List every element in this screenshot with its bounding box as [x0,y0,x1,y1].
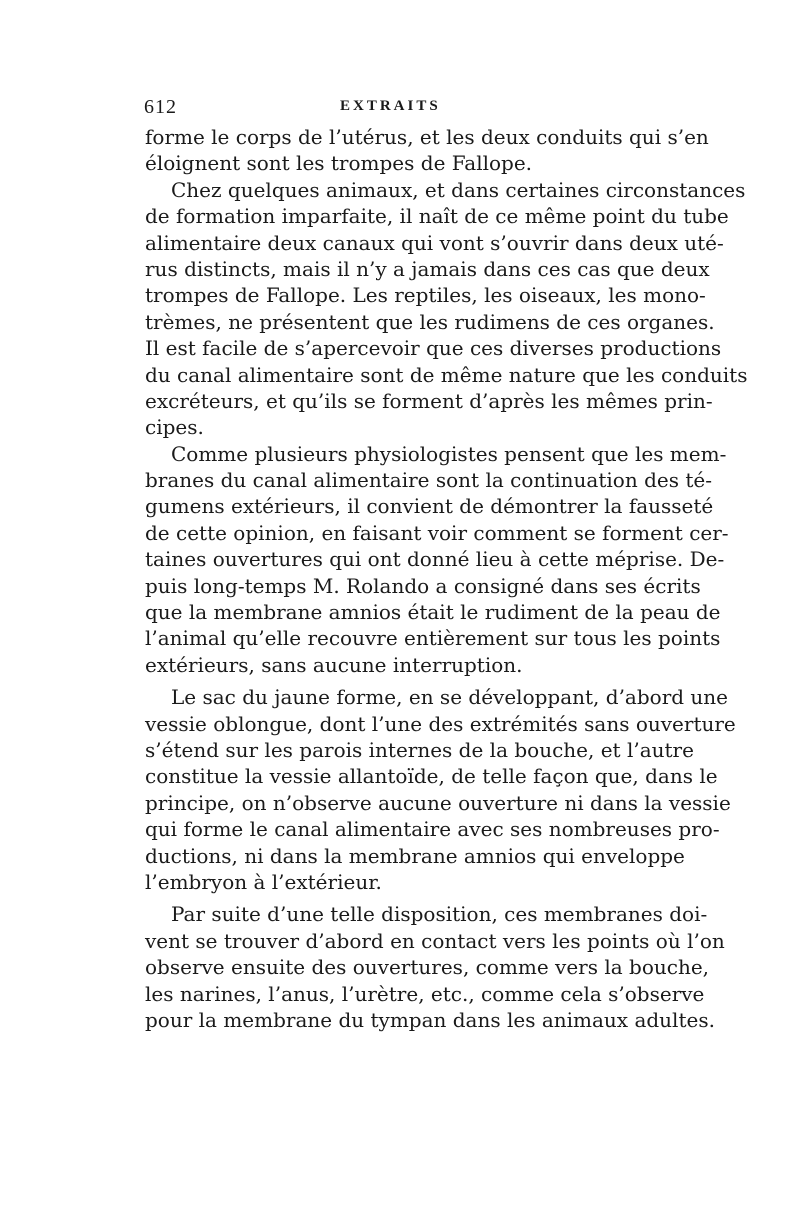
text-line: constitue la vessie allantoïde, de telle façon que, dans le [145,764,718,789]
text-line: trompes de Fallope. Les reptiles, les oiseaux, les mono- [145,283,706,308]
text-line: Comme plusieurs physiologistes pensent que les mem- [171,441,727,466]
text-line: qui forme le canal alimentaire avec ses nombreuses pro- [145,817,720,842]
text-line: du canal alimentaire sont de même nature que les conduits [145,362,748,387]
text-line: Le sac du jaune forme, en se développant, d’abord une [171,685,729,710]
text-line: que la membrane amnios était le rudiment de la peau de [145,600,721,625]
text-line: alimentaire deux canaux qui vont s’ouvrir dans deux uté- [145,230,724,255]
text-line: vent se trouver d’abord en contact vers les points où l’on [145,928,725,953]
text-line: extérieurs, sans aucune interruption. [145,652,523,677]
body-text [145,124,748,1033]
text-line: l’embryon à l’extérieur. [145,869,382,894]
text-line: vessie oblongue, dont l’une des extrémités sans ouverture [145,711,736,736]
running-head: EXTRAITS [340,98,441,114]
text-line: Par suite d’une telle disposition, ces membranes doi- [171,902,708,927]
text-line: l’animal qu’elle recouvre entièrement sur tous les points [145,626,721,651]
text-line: excréteurs, et qu’ils se forment d’après les mêmes prin- [145,388,713,413]
text-line: rus distincts, mais il n’y a jamais dans ces cas que deux [145,256,710,281]
text-line: taines ouvertures qui ont donné lieu à cette méprise. De- [145,547,725,572]
text-line: trèmes, ne présentent que les rudimens de ces organes. [145,309,715,334]
text-line: s’étend sur les parois internes de la bouche, et l’autre [145,737,694,762]
text-line: forme le corps de l’utérus, et les deux conduits qui s’en [145,125,709,149]
text-line: pour la membrane du tympan dans les animaux adultes. [145,1007,715,1032]
page-header [140,96,660,120]
text-line: éloignent sont les trompes de Fallope. [145,151,533,176]
text-line: observe ensuite des ouvertures, comme vers la bouche, [145,955,710,980]
text-line: de cette opinion, en faisant voir comment se forment cer- [145,520,729,545]
text-line: Il est facile de s’apercevoir que ces diverses productions [145,336,722,361]
page-number: 612 [144,96,177,118]
text-line: les narines, l’anus, l’urètre, etc., comme cela s’observe [145,981,705,1006]
text-line: Chez quelques animaux, et dans certaines circonstances [171,177,746,202]
text-line: de formation imparfaite, il naît de ce même point du tube [145,204,729,229]
text-line: ductions, ni dans la membrane amnios qui enveloppe [145,843,685,868]
text-line: puis long-temps M. Rolando a consigné dans ses écrits [145,573,701,598]
text-line: branes du canal alimentaire sont la continuation des té- [145,468,712,493]
text-line: principe, on n’observe aucune ouverture ni dans la vessie [145,790,731,815]
text-line: gumens extérieurs, il convient de démontrer la fausseté [145,494,714,519]
text-line: cipes. [145,415,204,440]
